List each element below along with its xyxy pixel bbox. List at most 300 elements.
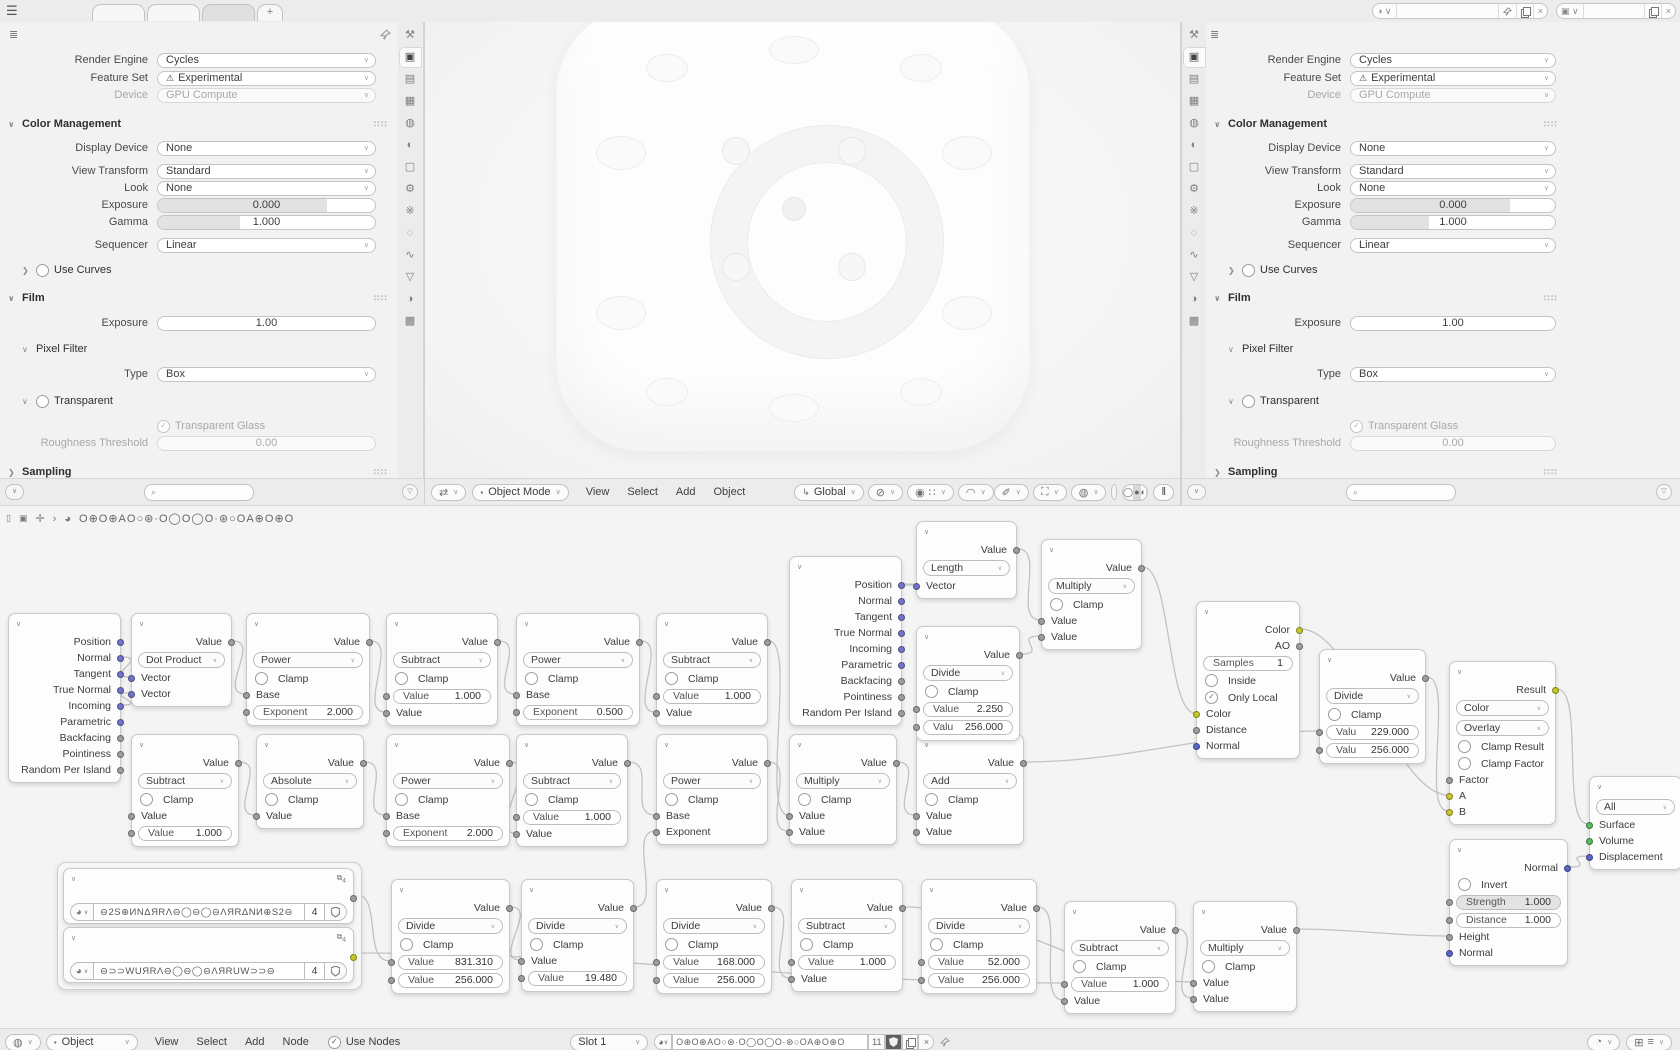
node-header[interactable] <box>64 928 353 948</box>
device-dropdown[interactable] <box>157 88 376 103</box>
node-ao[interactable] <box>1196 601 1300 759</box>
checkbox-clamp[interactable]: Clamp <box>917 683 1019 700</box>
operation-dropdown[interactable]: All ∨ <box>1596 799 1675 815</box>
shading-mode-0-icon[interactable]: ◯ <box>1123 485 1134 500</box>
material-slot-dropdown[interactable]: Slot 1 ∨ <box>570 1034 648 1050</box>
input-socket-distance[interactable] <box>1446 917 1453 924</box>
operation-dropdown[interactable]: Power ∨ <box>393 773 503 789</box>
input-socket-value[interactable] <box>383 710 390 717</box>
viewport-menu-view[interactable]: View <box>585 486 610 498</box>
node-mix[interactable] <box>1449 661 1556 825</box>
node-header[interactable] <box>1450 662 1555 682</box>
snapping-group[interactable]: ⊞ ≡ ∨ <box>1626 1034 1672 1050</box>
output-socket-value[interactable] <box>893 760 900 767</box>
input-socket-valu[interactable] <box>1316 747 1323 754</box>
input-socket-value[interactable] <box>128 813 135 820</box>
output-socket-tangent[interactable] <box>117 671 124 678</box>
output-socket-random-per-island[interactable] <box>898 710 905 717</box>
value-field[interactable]: Valu 229.000 <box>1326 725 1419 740</box>
delete-view-layer-icon[interactable]: × <box>1665 6 1671 16</box>
input-socket-vector[interactable] <box>128 675 135 682</box>
node-bump[interactable] <box>1449 839 1568 966</box>
properties-tab-output-icon[interactable]: ▤ <box>404 73 416 85</box>
node-grpB[interactable] <box>63 927 354 983</box>
value-field[interactable]: Valu 256.000 <box>923 720 1013 735</box>
output-socket-value[interactable] <box>764 760 771 767</box>
node-mult2[interactable] <box>789 734 897 845</box>
input-socket-value[interactable] <box>788 976 795 983</box>
node-sub4[interactable] <box>516 734 628 847</box>
panel-section-sampling[interactable]: ❯ Sampling ∷∷ <box>1214 466 1558 478</box>
value-field[interactable]: Value 256.000 <box>398 973 503 988</box>
panel-section-sampling[interactable]: ❯ Sampling ∷∷ <box>8 466 388 478</box>
input-socket-value[interactable] <box>388 959 395 966</box>
operation-dropdown[interactable]: Multiply ∨ <box>1200 940 1290 956</box>
new-material-copy-button[interactable] <box>902 1034 918 1050</box>
value-field[interactable]: Exponent 2.000 <box>393 826 503 841</box>
input-socket-value[interactable] <box>128 830 135 837</box>
value-field[interactable]: Value 1.000 <box>798 955 896 970</box>
panel-section-color-management[interactable]: ∨ Color Management ∷∷ <box>8 118 388 130</box>
panel-subsection-pixel-filter[interactable]: ∨ Pixel Filter <box>22 343 88 355</box>
render-preview-toggle[interactable] <box>1111 484 1117 500</box>
mode-dropdown[interactable]: ▪ Object Mode ∨ <box>472 484 568 501</box>
properties-tab-material-icon[interactable]: ◑ <box>1190 293 1198 305</box>
material-browse-dropdown[interactable]: ◕ ∨ <box>70 962 94 980</box>
input-socket-value[interactable] <box>913 706 920 713</box>
node-header[interactable] <box>1042 540 1141 560</box>
node-header[interactable] <box>790 557 901 577</box>
checkbox-inside[interactable]: Inside <box>1197 672 1299 689</box>
xray-dropdown[interactable]: ◍ ∨ <box>1071 484 1107 501</box>
value-field[interactable]: Value 2.250 <box>923 702 1013 717</box>
properties-tab-output-icon[interactable]: ▤ <box>1188 73 1200 85</box>
properties-tab-world-icon[interactable]: ◐ <box>406 139 414 151</box>
properties-tab-scene-icon[interactable]: ◍ <box>1189 117 1199 129</box>
value-field[interactable]: Value 1.000 <box>523 810 621 825</box>
output-socket-value[interactable] <box>360 760 367 767</box>
checkbox-clamp[interactable]: Clamp <box>917 791 1023 808</box>
render-engine-dropdown[interactable] <box>157 53 376 68</box>
type-dropdown[interactable] <box>1350 367 1556 382</box>
editor-type-button[interactable]: ∨ <box>5 484 24 500</box>
checkbox-clamp-factor[interactable]: Clamp Factor <box>1450 755 1555 772</box>
input-socket-distance[interactable] <box>1193 727 1200 734</box>
input-socket-a[interactable] <box>1446 793 1453 800</box>
input-socket-base[interactable] <box>513 692 520 699</box>
output-socket-value[interactable] <box>506 760 513 767</box>
scene-name-field[interactable] <box>1397 4 1499 18</box>
node-div52[interactable] <box>921 879 1037 994</box>
display-device-dropdown[interactable] <box>157 141 376 156</box>
properties-editor-icon[interactable]: ≣ <box>9 29 19 41</box>
input-socket-value[interactable] <box>786 829 793 836</box>
roughness-threshold-field[interactable] <box>1350 436 1556 451</box>
output-socket-value[interactable] <box>235 760 242 767</box>
view-transform-dropdown[interactable] <box>1350 164 1556 179</box>
pin-icon[interactable] <box>940 1037 950 1047</box>
node-grpA[interactable] <box>63 868 354 924</box>
group-name-field[interactable]: ⊖⊃⊃WUЯRΛ⊖◯⊖◯⊖ΛЯRUW⊃⊃⊖ <box>94 962 305 980</box>
checkbox-clamp[interactable]: Clamp <box>1042 596 1141 613</box>
value-field[interactable]: Samples 1 <box>1203 656 1293 671</box>
node-header[interactable] <box>387 735 509 755</box>
editor-type-dropdown[interactable]: ◍ ∨ <box>5 1034 41 1050</box>
node-sub6[interactable] <box>1064 901 1176 1014</box>
node-powb1[interactable] <box>386 734 510 847</box>
fake-user-shield-button[interactable] <box>885 1034 902 1050</box>
properties-tab-physics-icon[interactable]: ◌ <box>1190 227 1198 239</box>
pause-button[interactable]: ‖ <box>1153 484 1174 501</box>
input-socket-value[interactable] <box>1190 980 1197 987</box>
operation-dropdown[interactable]: Multiply ∨ <box>1048 578 1135 594</box>
operation-dropdown[interactable]: Divide ∨ <box>398 918 503 934</box>
editor-type-button[interactable]: ∨ <box>1187 484 1206 500</box>
input-socket-value[interactable] <box>788 959 795 966</box>
checkbox-clamp[interactable]: Clamp <box>387 791 509 808</box>
node-header[interactable] <box>1320 650 1425 670</box>
input-socket-height[interactable] <box>1446 934 1453 941</box>
node-add1[interactable] <box>916 734 1024 845</box>
output-socket-value[interactable] <box>1422 675 1429 682</box>
input-socket-volume[interactable] <box>1586 838 1593 845</box>
output-socket-tangent[interactable] <box>898 614 905 621</box>
checkbox-clamp[interactable]: Clamp <box>1320 706 1425 723</box>
output-socket-pointiness[interactable] <box>898 694 905 701</box>
operation-dropdown[interactable]: Power ∨ <box>523 652 633 668</box>
input-socket-value[interactable] <box>518 958 525 965</box>
operation-dropdown[interactable]: Overlay ∨ <box>1456 720 1549 736</box>
node-header[interactable] <box>517 614 639 634</box>
checkbox-clamp[interactable]: Clamp <box>1065 958 1175 975</box>
input-socket-value[interactable] <box>383 693 390 700</box>
node-div831[interactable] <box>391 879 510 994</box>
output-socket-value[interactable] <box>1013 547 1020 554</box>
input-socket-value[interactable] <box>1061 981 1068 988</box>
operation-dropdown[interactable]: Divide ∨ <box>928 918 1030 934</box>
input-socket-exponent[interactable] <box>653 829 660 836</box>
value-field[interactable]: Strength 1.000 <box>1456 895 1561 910</box>
checkbox-clamp[interactable]: Clamp <box>257 791 363 808</box>
output-socket-value[interactable] <box>366 639 373 646</box>
output-socket-true-normal[interactable] <box>898 630 905 637</box>
output-socket-ao[interactable] <box>1296 643 1303 650</box>
output-socket-backfacing[interactable] <box>117 735 124 742</box>
panel-section-film[interactable]: ∨ Film ∷∷ <box>1214 292 1558 304</box>
node-editor-menu-select[interactable]: Select <box>196 1036 227 1048</box>
checkbox-clamp[interactable]: Clamp <box>790 791 896 808</box>
input-socket-normal[interactable] <box>1446 950 1453 957</box>
panel-subsection-use-curves[interactable]: ❯ Use Curves <box>22 264 112 276</box>
roughness-threshold-field[interactable] <box>157 436 376 451</box>
material-user-count[interactable]: 11 <box>868 1034 885 1050</box>
workspace-tab-1[interactable] <box>92 4 145 21</box>
input-socket-value[interactable] <box>653 710 660 717</box>
group-name-field[interactable]: ⊖2S⊕ИNΔЯRΛ⊖◯⊖◯⊖ΛЯRΔNИ⊕S2⊖ <box>94 903 305 921</box>
shading-mode-3-icon[interactable] <box>1147 485 1149 500</box>
output-socket-pointiness[interactable] <box>117 751 124 758</box>
input-socket-value[interactable] <box>1038 618 1045 625</box>
copy-view-layer-icon[interactable] <box>1645 4 1662 18</box>
operation-dropdown[interactable]: Power ∨ <box>253 652 363 668</box>
output-socket[interactable] <box>350 954 357 961</box>
node-header[interactable] <box>392 880 509 900</box>
viewport-menu-object[interactable]: Object <box>713 486 746 498</box>
value-field[interactable]: Value 1.000 <box>1071 977 1169 992</box>
operation-dropdown[interactable]: Divide ∨ <box>1326 688 1419 704</box>
operation-dropdown[interactable]: Subtract ∨ <box>523 773 621 789</box>
value-field[interactable]: Value 1.000 <box>663 689 761 704</box>
node-header[interactable] <box>1450 840 1567 860</box>
shader-type-dropdown[interactable]: ▪ Object ∨ <box>46 1034 138 1050</box>
properties-tab-particles-icon[interactable]: ※ <box>1189 205 1199 217</box>
checkbox-icon[interactable] <box>36 395 49 408</box>
node-editor-menu-add[interactable]: Add <box>244 1036 265 1048</box>
output-socket-value[interactable] <box>768 905 775 912</box>
output-socket-value[interactable] <box>494 639 501 646</box>
operation-dropdown[interactable]: Divide ∨ <box>663 918 765 934</box>
value-field[interactable]: Value 831.310 <box>398 955 503 970</box>
node-pow2[interactable] <box>246 613 370 726</box>
node-header[interactable] <box>792 880 902 900</box>
gamma-field[interactable] <box>1350 215 1556 230</box>
panel-subsection-pixel-filter[interactable]: ∨ Pixel Filter <box>1228 343 1294 355</box>
input-socket-base[interactable] <box>383 813 390 820</box>
sequencer-dropdown[interactable] <box>1350 238 1556 253</box>
panel-subsection-transparent[interactable]: ∨ Transparent <box>1228 395 1319 407</box>
properties-tab-texture-icon[interactable]: ▩ <box>404 315 416 327</box>
overlays-dropdown[interactable]: ⛶ ∨ <box>1033 484 1067 501</box>
properties-tab-render-icon[interactable]: ▣ <box>400 48 421 67</box>
node-pow05[interactable] <box>516 613 640 726</box>
value-field[interactable]: Valu 256.000 <box>1326 743 1419 758</box>
properties-tab-particles-icon[interactable]: ※ <box>405 205 415 217</box>
input-socket-b[interactable] <box>1446 809 1453 816</box>
add-workspace-tab[interactable]: + <box>257 4 283 21</box>
input-socket-surface[interactable] <box>1586 822 1593 829</box>
node-len1[interactable] <box>916 521 1017 599</box>
node-header[interactable] <box>917 627 1019 647</box>
checkbox-clamp[interactable]: Clamp <box>517 670 639 687</box>
output-socket-random-per-island[interactable] <box>117 767 124 774</box>
properties-tab-modifiers-icon[interactable]: ⚙ <box>405 183 415 195</box>
output-socket-value[interactable] <box>899 905 906 912</box>
parent-node-tree-icon[interactable]: ▯ <box>6 513 11 523</box>
operation-dropdown[interactable]: Power ∨ <box>663 773 761 789</box>
output-socket-incoming[interactable] <box>898 646 905 653</box>
view-layer-selector[interactable] <box>1556 3 1676 19</box>
node-sub1[interactable] <box>386 613 498 726</box>
output-socket-value[interactable] <box>1016 652 1023 659</box>
render-engine-dropdown[interactable] <box>1350 53 1556 68</box>
viewport-3d[interactable] <box>425 22 1180 478</box>
filter-icon[interactable]: ▽ <box>402 484 418 500</box>
proportional-editing-dropdown[interactable]: ◉ ∷ ∨ <box>907 484 954 501</box>
pin-icon[interactable] <box>1499 4 1517 18</box>
input-socket-value[interactable] <box>1061 998 1068 1005</box>
material-browse-dropdown[interactable]: ◕ ∨ <box>70 903 94 921</box>
feature-set-dropdown[interactable] <box>157 71 376 86</box>
exposure-field[interactable] <box>157 198 376 213</box>
node-geo2[interactable] <box>789 556 902 726</box>
properties-tab-material-icon[interactable]: ◑ <box>406 293 414 305</box>
output-socket-value[interactable] <box>1172 927 1179 934</box>
viewport-menu-add[interactable]: Add <box>675 486 696 498</box>
checkbox-clamp[interactable]: Clamp <box>517 791 627 808</box>
node-header[interactable] <box>657 880 771 900</box>
sequencer-dropdown[interactable] <box>157 238 376 253</box>
value-field[interactable]: Value 52.000 <box>928 955 1030 970</box>
checkbox-clamp[interactable]: Clamp <box>132 791 238 808</box>
view-layer-name-field[interactable] <box>1584 4 1645 18</box>
input-socket-value[interactable] <box>1038 634 1045 641</box>
input-socket-color[interactable] <box>1193 711 1200 718</box>
delete-scene-icon[interactable]: × <box>1537 6 1543 16</box>
shader-node-editor[interactable] <box>0 505 1680 1050</box>
output-socket-backfacing[interactable] <box>898 678 905 685</box>
properties-tab-physics-icon[interactable]: ◌ <box>406 227 414 239</box>
checkbox-clamp[interactable]: Clamp <box>522 936 633 953</box>
material-name-field[interactable]: O⊕O⊕AO○⊛·O◯O◯O·⊛○OA⊕O⊕O <box>672 1034 868 1050</box>
node-header[interactable] <box>517 735 627 755</box>
properties-tab-tool-icon[interactable]: ⚒ <box>405 29 415 41</box>
shading-mode-2-icon[interactable]: ◐ <box>1141 485 1147 500</box>
output-socket-value[interactable] <box>506 905 513 912</box>
node-sub5[interactable] <box>791 879 903 992</box>
transform-orientation-dropdown[interactable]: ↳ Global ∨ <box>794 484 863 501</box>
feature-set-dropdown[interactable] <box>1350 71 1556 86</box>
value-field[interactable]: Distance 1.000 <box>1456 913 1561 928</box>
node-header[interactable] <box>1065 902 1175 922</box>
checkbox-icon[interactable] <box>1242 264 1255 277</box>
look-dropdown[interactable] <box>157 181 376 196</box>
input-socket-vector[interactable] <box>128 691 135 698</box>
operation-dropdown[interactable]: Length ∨ <box>923 560 1010 576</box>
input-socket-normal[interactable] <box>1193 743 1200 750</box>
checkbox-clamp[interactable]: Clamp <box>392 936 509 953</box>
checkbox-transparent-glass[interactable]: ✓ Transparent Glass <box>1350 420 1458 433</box>
type-dropdown[interactable] <box>157 367 376 382</box>
output-socket[interactable] <box>350 895 357 902</box>
properties-tab-modifiers-icon[interactable]: ⚙ <box>1189 183 1199 195</box>
output-socket-position[interactable] <box>117 639 124 646</box>
output-socket-value[interactable] <box>1138 565 1145 572</box>
panel-subsection-transparent[interactable]: ∨ Transparent <box>22 395 113 407</box>
input-socket-exponent[interactable] <box>513 709 520 716</box>
properties-tab-constraints-icon[interactable]: ∿ <box>405 249 415 261</box>
input-socket-valu[interactable] <box>913 724 920 731</box>
checkbox-clamp-result[interactable]: Clamp Result <box>1450 738 1555 755</box>
group-user-count[interactable]: 4 <box>305 903 325 921</box>
value-field[interactable]: Value 1.000 <box>393 689 491 704</box>
checkbox-icon[interactable] <box>1242 395 1255 408</box>
node-editor-menu-node[interactable]: Node <box>282 1036 309 1048</box>
properties-tab-view-layer-icon[interactable]: ▦ <box>1188 95 1200 107</box>
operation-dropdown[interactable]: Dot Product ∨ <box>138 652 225 668</box>
node-sub3[interactable] <box>131 734 239 847</box>
input-socket-value[interactable] <box>513 831 520 838</box>
node-header[interactable] <box>790 735 896 755</box>
snap-dropdown[interactable]: ⊘ ∨ <box>868 484 903 501</box>
checkbox-icon[interactable] <box>36 264 49 277</box>
node-header[interactable] <box>9 614 120 634</box>
workspace-tab-3[interactable] <box>202 4 255 21</box>
output-socket-value[interactable] <box>1020 760 1027 767</box>
operation-dropdown[interactable]: Subtract ∨ <box>138 773 232 789</box>
input-socket-value[interactable] <box>388 977 395 984</box>
display-device-dropdown[interactable] <box>1350 141 1556 156</box>
node-div168[interactable] <box>656 879 772 994</box>
fake-user-shield-button[interactable] <box>325 903 347 921</box>
input-socket-displacement[interactable] <box>1586 854 1593 861</box>
properties-tab-scene-icon[interactable]: ◍ <box>405 117 415 129</box>
search-input[interactable] <box>1346 484 1456 501</box>
operation-dropdown[interactable]: Subtract ∨ <box>663 652 761 668</box>
view-transform-dropdown[interactable] <box>157 164 376 179</box>
input-socket-value[interactable] <box>518 975 525 982</box>
value-field[interactable]: Value 168.000 <box>663 955 765 970</box>
input-socket-value[interactable] <box>913 829 920 836</box>
scene-selector[interactable] <box>1372 3 1548 19</box>
node-header[interactable] <box>257 735 363 755</box>
node-header[interactable] <box>1197 602 1299 622</box>
look-dropdown[interactable] <box>1350 181 1556 196</box>
input-socket-strength[interactable] <box>1446 899 1453 906</box>
node-header[interactable] <box>1590 777 1680 797</box>
show-gizmo-dropdown[interactable]: ✐ ∨ <box>994 484 1029 501</box>
node-header[interactable] <box>657 614 767 634</box>
exposure-field[interactable] <box>1350 198 1556 213</box>
input-socket-value[interactable] <box>913 813 920 820</box>
panel-section-film[interactable]: ∨ Film ∷∷ <box>8 292 388 304</box>
main-menu-icon[interactable]: ☰ <box>6 3 18 18</box>
input-socket-factor[interactable] <box>1446 777 1453 784</box>
output-socket-result[interactable] <box>1552 687 1559 694</box>
output-socket-value[interactable] <box>228 639 235 646</box>
node-header[interactable] <box>247 614 369 634</box>
operation-dropdown[interactable]: Color ∨ <box>1456 700 1549 716</box>
node-header[interactable] <box>132 614 231 634</box>
value-field[interactable]: Exponent 2.000 <box>253 705 363 720</box>
input-socket-exponent[interactable] <box>243 709 250 716</box>
node-divT[interactable] <box>916 626 1020 741</box>
checkbox-transparent-glass[interactable]: ✓ Transparent Glass <box>157 420 265 433</box>
input-socket-base[interactable] <box>653 813 660 820</box>
fake-user-shield-button[interactable] <box>325 962 347 980</box>
panel-section-color-management[interactable]: ∨ Color Management ∷∷ <box>1214 118 1558 130</box>
copy-scene-icon[interactable] <box>1517 4 1534 18</box>
output-socket-value[interactable] <box>764 639 771 646</box>
operation-dropdown[interactable]: Subtract ∨ <box>393 652 491 668</box>
checkbox-clamp[interactable]: Clamp <box>792 936 902 953</box>
node-editor-menu-view[interactable]: View <box>154 1036 179 1048</box>
checkbox-clamp[interactable]: Clamp <box>657 936 771 953</box>
properties-tab-view-layer-icon[interactable]: ▦ <box>404 95 416 107</box>
output-socket-normal[interactable] <box>117 655 124 662</box>
input-socket-value[interactable] <box>1190 996 1197 1003</box>
checkbox-clamp[interactable]: Clamp <box>657 791 767 808</box>
input-socket-base[interactable] <box>243 692 250 699</box>
node-header[interactable] <box>64 869 353 889</box>
node-header[interactable] <box>522 880 633 900</box>
exposure-field[interactable] <box>1350 316 1556 331</box>
output-socket-value[interactable] <box>624 760 631 767</box>
use-nodes-toggle[interactable]: ✓ Use Nodes <box>328 1036 400 1049</box>
value-field[interactable]: Value 19.480 <box>528 971 627 986</box>
input-socket-value[interactable] <box>513 814 520 821</box>
shading-mode-1-icon[interactable]: ● <box>1134 485 1140 500</box>
node-header[interactable] <box>132 735 238 755</box>
